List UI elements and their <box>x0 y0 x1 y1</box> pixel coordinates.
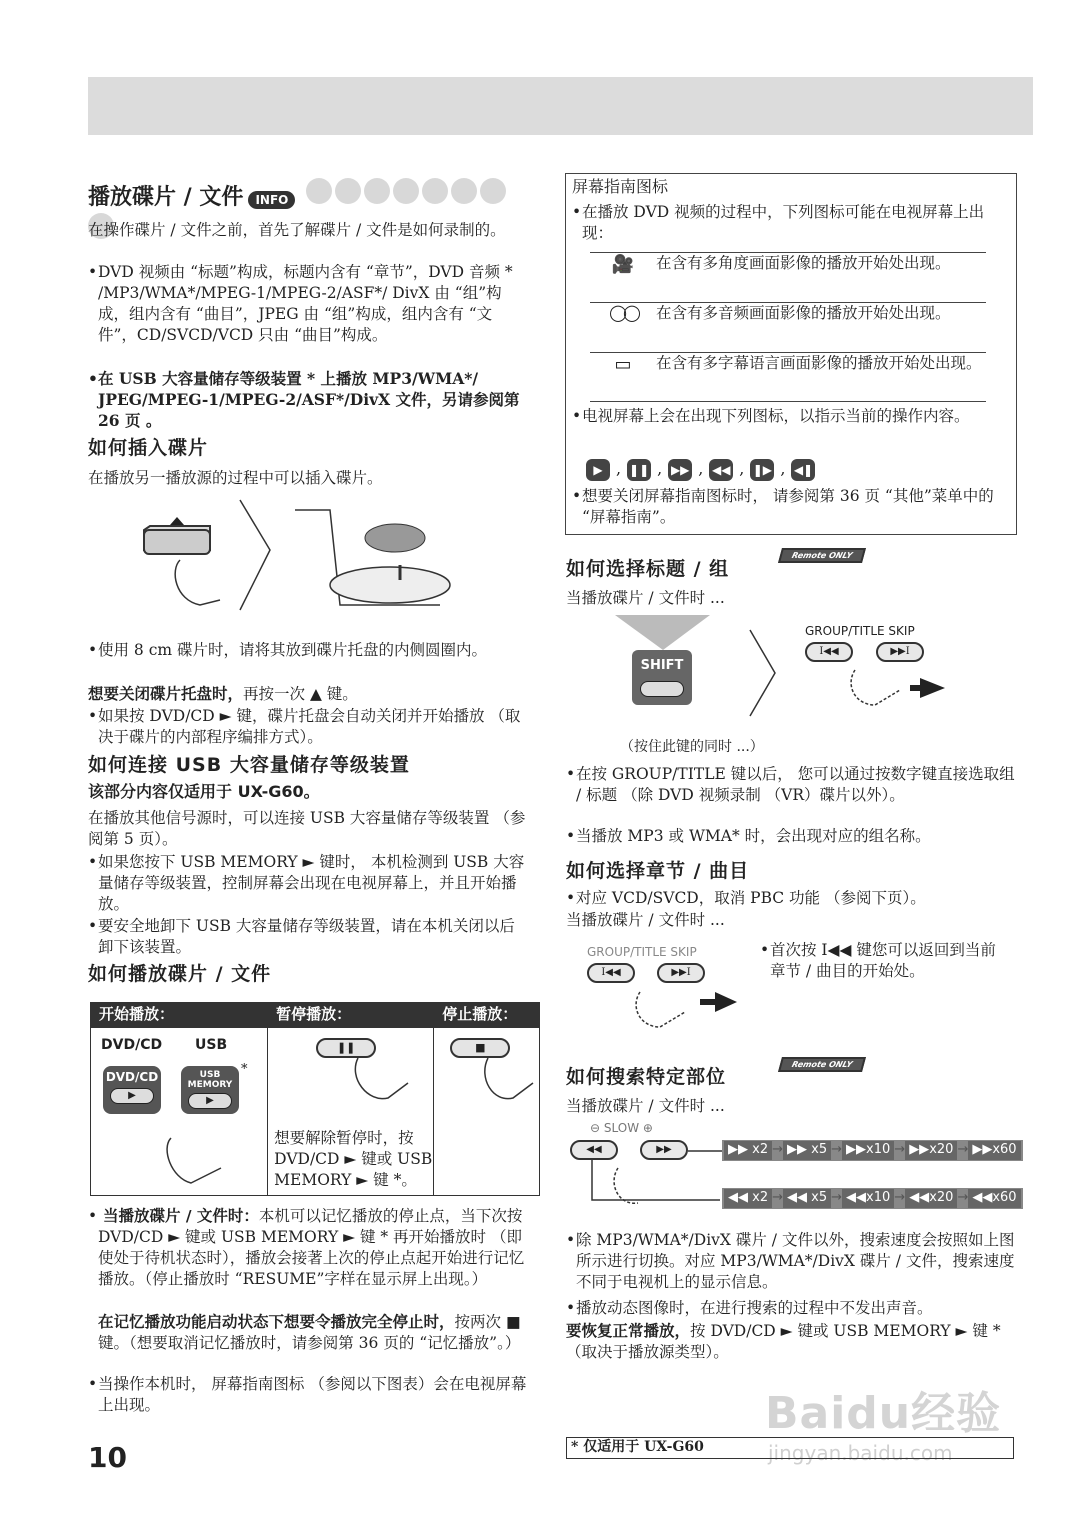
label-usb: USB <box>195 1036 228 1053</box>
skip-forward-button[interactable]: ▶▶I <box>876 642 924 662</box>
reverse-speed-chain: ◀◀ x2 → ◀◀ x5 → ◀◀x10 → ◀◀x20 → ◀◀x60 <box>722 1188 1023 1209</box>
shift-button[interactable] <box>632 650 692 705</box>
list-item: • 首次按 I◀◀ 键您可以返回到当前章节 / 曲目的开始处。 <box>760 940 1010 982</box>
remote-only-badge: Remote ONLY <box>778 548 866 563</box>
list-item: • 电视屏幕上会在出现下列图标，以指示当前的操作内容。 <box>572 406 1007 427</box>
stop-button[interactable]: ■ <box>450 1038 510 1058</box>
label-dvdcd: DVD/CD <box>101 1036 163 1053</box>
list-item: • 对应 VCD/SVCD，取消 PBC 功能 （参阅下页）。 <box>566 888 1016 909</box>
close-tray-bold: 想要关闭碟片托盘时， <box>88 685 244 703</box>
shift-label: SHIFT <box>640 658 684 673</box>
forward-speed-chain: ▶▶ x2 → ▶▶ x5 → ▶▶x10 → ▶▶x20 → ▶▶x60 <box>722 1140 1023 1161</box>
slow-label: SLOW <box>603 1121 640 1135</box>
watermark-logo: Baidu经验 <box>765 1388 1002 1439</box>
intro-text: 在操作碟片 / 文件之前，首先了解碟片 / 文件是如何录制的。 <box>88 221 506 239</box>
asterisk: * <box>241 1061 248 1077</box>
camera-angle-icon: 🎥 <box>611 254 635 275</box>
list-item: • DVD 视频由 “标题”构成，标题内含有 “章节”，DVD 音频 * /MP3/WMA*/MPEG-1/MPEG-2/ASF*/ DivX 由 “组”构成，组内含有 “曲目”，JPEG 由 “组”构成，组内含有 “文件”，CD/SVCD/VCD 只由 “曲目”构成。 <box>88 262 528 346</box>
list-item <box>88 1206 533 1290</box>
list-item: • 要安全地卸下 USB 大容量储存等级装置，请在本机关闭以后卸下该装置。 <box>88 916 528 958</box>
section-title: 播放碟片 / 文件 <box>88 185 244 210</box>
usb-title: 如何连接 USB 大容量储存等级装置 <box>88 754 410 776</box>
remote-only-badge: Remote ONLY <box>778 1057 866 1072</box>
speed-step: ◀◀x10 <box>842 1189 894 1208</box>
dvdcd-play-button[interactable] <box>103 1066 161 1114</box>
restore-note <box>566 1321 1016 1363</box>
finger-icon <box>478 1048 538 1108</box>
list-item: • 除 MP3/WMA*/DivX 碟片 / 文件以外，搜索速度会按照如上图所示进行切换。对应 MP3/WMA*/DivX 碟片 / 文件，搜索速度不同于电视机上的显示信息。 <box>566 1230 1016 1293</box>
start-cell <box>91 1027 268 1196</box>
col-start: 开始播放： <box>91 1003 268 1028</box>
list-item: • 播放动态图像时，在进行搜索的过程中不发出声音。 <box>566 1298 1016 1319</box>
speed-step: ▶▶x20 <box>905 1141 957 1160</box>
select-title-sub: 当播放碟片 / 文件时 ... <box>566 589 725 607</box>
select-title-heading: 如何选择标题 / 组 <box>566 558 730 580</box>
list-item: • 在 USB 大容量储存等级装置 * 上播放 MP3/WMA*/ JPEG/MPEG-1/MPEG-2/ASF*/DivX 文件，另请参阅第 26 页 。 <box>88 368 528 431</box>
minus-icon: ⊖ <box>590 1121 601 1135</box>
speed-step: ▶▶ x2 <box>724 1141 772 1160</box>
insert-text: 在播放另一播放源的过程中可以插入碟片。 <box>88 469 383 487</box>
list-item: • 当操作本机时， 屏幕指南图标 （参阅以下图表）会在电视屏幕上出现。 <box>88 1374 533 1416</box>
list-item: • 想要关闭屏幕指南图标时， 请参阅第 36 页 “其他”菜单中的 “屏幕指南”。 <box>572 486 1007 528</box>
speed-step: ◀◀ x5 <box>783 1189 831 1208</box>
usb-play-button[interactable] <box>181 1066 239 1114</box>
stop-note <box>98 1312 533 1354</box>
finger-icon <box>625 982 745 1032</box>
usb-subtitle: 该部分内容仅适用于 UX-G60。 <box>88 782 320 801</box>
select-chapter-sub: 当播放碟片 / 文件时 ... <box>566 911 725 929</box>
play-icon: ▶ <box>188 1093 232 1109</box>
finger-icon <box>161 1118 241 1188</box>
press-arrow-icon <box>615 615 715 655</box>
search-connector <box>588 1158 728 1218</box>
stop-cell <box>434 1027 540 1196</box>
col-stop: 停止播放： <box>434 1003 540 1028</box>
page-number: 10 <box>88 1441 127 1474</box>
play-title: 如何播放碟片 / 文件 <box>88 963 272 985</box>
speed-step: ▶▶x10 <box>842 1141 894 1160</box>
subtitle-icon: ▭ <box>614 354 632 375</box>
pause-icon: ❚❚ <box>627 459 651 481</box>
list-item: • 如果按 DVD/CD ► 键，碟片托盘会自动关闭并开始播放 （取决于碟片的内部程序编排方式）。 <box>88 706 528 748</box>
select-chapter-heading: 如何选择章节 / 曲目 <box>566 860 750 882</box>
hold-caption: （按住此键的同时 ...） <box>620 739 764 755</box>
search-heading: 如何搜索特定部位 <box>566 1066 727 1088</box>
play-icon: ▶ <box>586 459 610 481</box>
guide-row <box>590 252 986 302</box>
info-badge: INFO <box>248 191 295 209</box>
skip-forward-button[interactable]: ▶▶I <box>657 963 705 983</box>
skip-back-button[interactable]: I◀◀ <box>587 963 635 983</box>
col-pause: 暂停播放： <box>268 1003 434 1028</box>
slow-forward-icon: ❚▶ <box>750 459 774 481</box>
slow-label-row <box>590 1121 653 1137</box>
connector-arrow <box>688 1142 724 1162</box>
guide-title: 屏幕指南图标 <box>572 177 669 196</box>
audio-icon: ◯◯ <box>609 303 637 322</box>
guide-box <box>565 173 1017 535</box>
guide-row-text: 在含有多字幕语言画面影像的播放开始处出现。 <box>656 354 982 372</box>
speed-step: ◀◀ x2 <box>724 1189 772 1208</box>
guide-row-text: 在含有多音频画面影像的播放开始处出现。 <box>656 304 951 322</box>
pause-text: 想要解除暂停时，按 DVD/CD ► 键或 USB MEMORY ► 键 *。 <box>274 1128 433 1189</box>
flow-arrow-icon <box>745 628 785 718</box>
skip-label: GROUP/TITLE SKIP <box>805 624 915 638</box>
forward-search-button[interactable]: ▶▶ <box>640 1140 688 1160</box>
pause-button[interactable]: ❚❚ <box>316 1038 376 1058</box>
stop-text: 按两次 ■ 键。（想要取消记忆播放时，请参阅第 36 页的 “记忆播放”。） <box>98 1313 521 1352</box>
list-item: • 如果您按下 USB MEMORY ► 键时， 本机检测到 USB 大容量储存等级装置，控制屏幕会出现在电视屏幕上，并且开始播放。 <box>88 852 528 915</box>
guide-icon-table <box>590 252 986 402</box>
insert-title: 如何插入碟片 <box>88 437 209 459</box>
slow-reverse-icon: ◀❚ <box>791 459 815 481</box>
rewind-icon: ◀◀ <box>709 459 733 481</box>
fast-forward-icon: ▶▶ <box>668 459 692 481</box>
skip-back-button[interactable]: I◀◀ <box>805 642 853 662</box>
search-sub: 当播放碟片 / 文件时 ... <box>566 1097 725 1115</box>
list-item: • 使用 8 cm 碟片时，请将其放到碟片托盘的内侧圆圈内。 <box>88 640 528 661</box>
resume-bold: 当播放碟片 / 文件时： <box>102 1207 259 1225</box>
status-icons: ▶ , ❚❚ , ▶▶ , ◀◀ , ❚▶ , ◀❚ <box>586 459 815 481</box>
header-bar <box>88 77 1033 135</box>
list-item: • 在播放 DVD 视频的过程中，下列图标可能在电视屏幕上出现： <box>572 202 1007 244</box>
footnote: * 仅适用于 UX-G60 <box>566 1437 1014 1459</box>
guide-row <box>590 352 986 402</box>
speed-step: ▶▶x60 <box>968 1141 1020 1160</box>
list-item: • 在按 GROUP/TITLE 键以后， 您可以通过按数字键直接选取组 / 标题 （除 DVD 视频录制 （VR）碟片以外）。 <box>566 764 1016 806</box>
dvdcd-button-label: DVD/CD <box>105 1069 159 1084</box>
close-tray-note <box>88 684 528 705</box>
restore-bold: 要恢复正常播放， <box>566 1322 691 1340</box>
guide-row-text: 在含有多角度画面影像的播放开始处出现。 <box>656 254 951 272</box>
reverse-search-button[interactable]: ◀◀ <box>570 1140 618 1160</box>
play-operations-table <box>90 1002 540 1196</box>
plus-icon: ⊕ <box>642 1121 653 1135</box>
finger-icon <box>840 660 960 710</box>
resume-text: 本机可以记忆播放的停止点，当下次按 DVD/CD ► 键或 USB MEMORY ► 键 * 再开始播放时 （即使处于待机状态时），播放会接著上次的停止点起开始进行记忆播放。（停止播放时 “RESUME”字样在显示屏上出现。） <box>98 1207 525 1288</box>
disc-insert-illustration <box>140 490 470 625</box>
usb-text: 在播放其他信号源时，可以连接 USB 大容量储存等级装置 （参阅第 5 页）。 <box>88 809 526 848</box>
close-tray-text: 再按一次 ▲ 键。 <box>243 685 358 703</box>
restore-text: 按 DVD/CD ► 键或 USB MEMORY ► 键 * （取决于播放源类型）。 <box>566 1322 1001 1361</box>
speed-step: ▶▶ x5 <box>783 1141 831 1160</box>
speed-step: ◀◀x60 <box>968 1189 1020 1208</box>
play-icon: ▶ <box>110 1088 154 1104</box>
usb-button-label: USB MEMORY <box>187 1069 233 1090</box>
speed-step: ◀◀x20 <box>905 1189 957 1208</box>
stop-bold: 在记忆播放功能启动状态下想要令播放完全停止时， <box>98 1313 455 1331</box>
guide-row <box>590 302 986 352</box>
pause-cell <box>268 1027 434 1196</box>
skip-label: GROUP/TITLE SKIP <box>587 945 697 959</box>
list-item: • 当播放 MP3 或 WMA* 时，会出现对应的组名称。 <box>566 826 1016 847</box>
watermark-url: jingyan.baidu.com <box>768 1441 953 1465</box>
finger-icon <box>348 1048 418 1108</box>
